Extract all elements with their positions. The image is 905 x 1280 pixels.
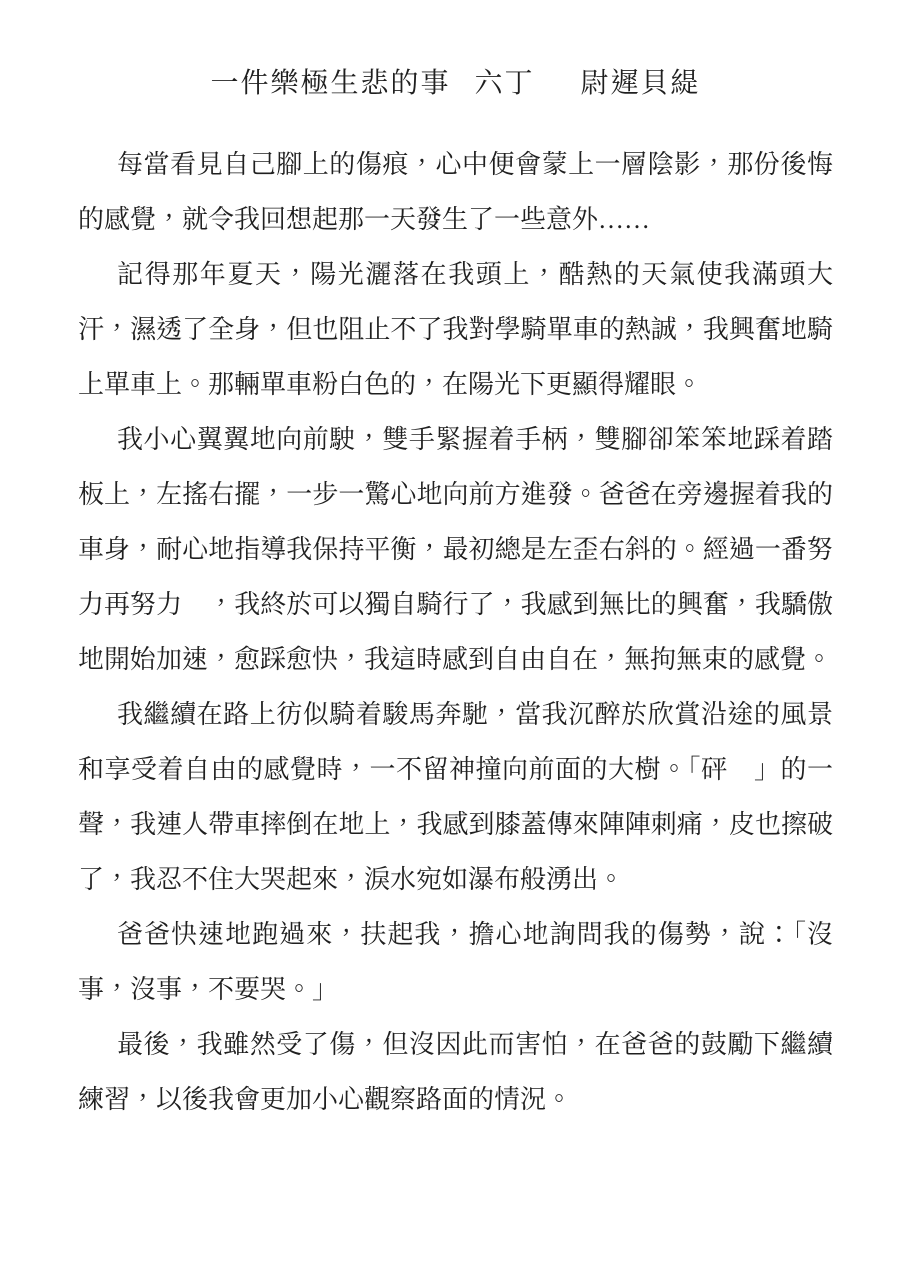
- paragraph-3: 我小心翼翼地向前駛，雙手緊握着手柄，雙腳卻笨笨地踩着踏板上，左搖右擺，一步一驚心地向前方進發。爸爸在旁邊握着我的車身，耐心地指導我保持平衡，最初總是左歪右斜的。經過一番努力再努力 ，我終於可以獨自騎行了，我感到無比的興奮，我驕傲地開始加速，愈踩愈快，我這時感到自由自在，無拘無束的感覺。: [78, 425, 833, 674]
- essay-body: [78, 137, 833, 1127]
- paragraph-1: 每當看見自己腳上的傷痕，心中便會蒙上一層陰影，那份後悔的感覺，就令我回想起那一天發生了一些意外……: [78, 150, 833, 234]
- essay-header: [78, 56, 833, 111]
- paragraph-5: 爸爸快速地跑過來，扶起我，擔心地詢問我的傷勢，說：「沒事，沒事，不要哭。」: [78, 920, 833, 1004]
- essay-title: 一件樂極生悲的事: [210, 68, 451, 99]
- paragraph-6: 最後，我雖然受了傷，但沒因此而害怕，在爸爸的鼓勵下繼續練習，以後我會更加小心觀察路面的情況。: [78, 1030, 833, 1114]
- class-name: 六丁: [474, 68, 535, 99]
- paragraph-4: 我繼續在路上彷似騎着駿馬奔馳，當我沉醉於欣賞沿途的風景和享受着自由的感覺時，一不留神撞向前面的大樹。「砰 」的一聲，我連人帶車摔倒在地上，我感到膝蓋傳來陣陣刺痛，皮也擦破了，我忍不住大哭起來，淚水宛如瀑布般湧出。: [78, 700, 833, 894]
- paragraph-2: 記得那年夏天，陽光灑落在我頭上，酷熱的天氣使我滿頭大汗，濕透了全身，但也阻止不了我對學騎單車的熱誠，我興奮地騎上單車上。那輛單車粉白色的，在陽光下更顯得耀眼。: [78, 260, 833, 399]
- author-name: 尉遲貝緹: [580, 68, 701, 99]
